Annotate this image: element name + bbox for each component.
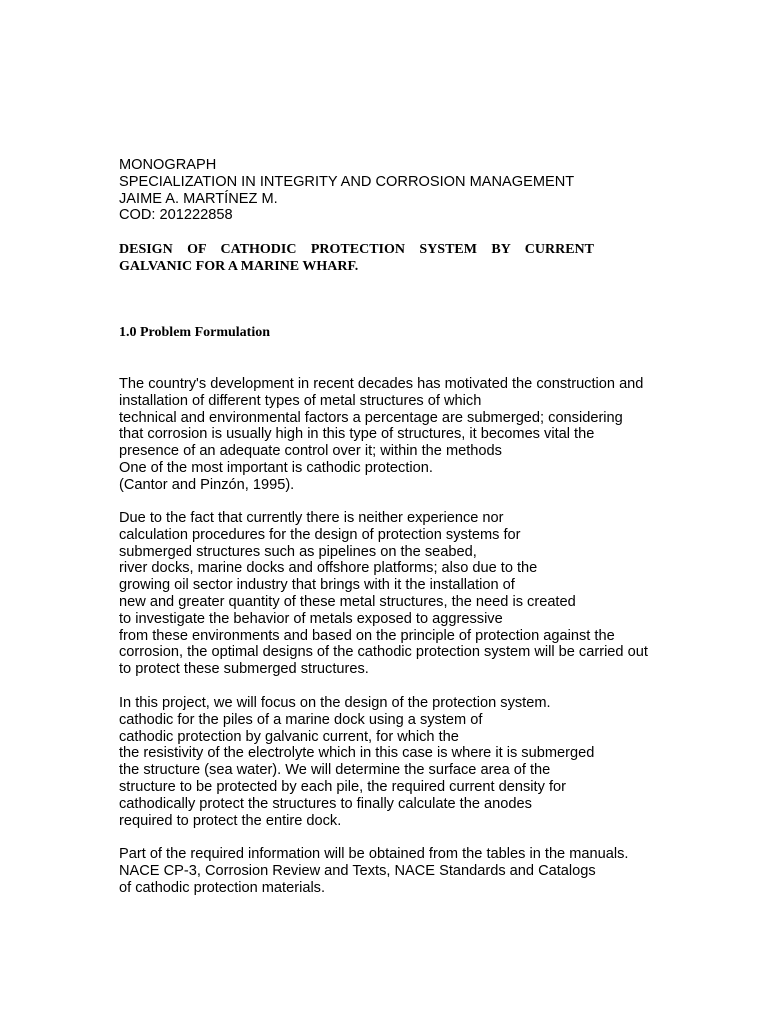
header-line: MONOGRAPH xyxy=(119,157,217,173)
header-line: JAIME A. MARTÍNEZ M. xyxy=(119,190,278,207)
author-header xyxy=(119,157,574,224)
paragraph-line: In this project, we will focus on the design of the protection system. xyxy=(119,695,551,711)
paragraph xyxy=(119,695,594,829)
paragraph-line: the structure (sea water). We will determine the surface area of the xyxy=(119,762,551,779)
paragraph-line: cathodic protection by galvanic current, for which the xyxy=(119,728,459,745)
section-heading: 1.0 Problem Formulation xyxy=(119,325,271,340)
paragraph xyxy=(119,510,648,678)
paragraph-line: growing oil sector industry that brings with it the installation of xyxy=(119,577,515,594)
paragraph-line: Due to the fact that currently there is neither experience nor xyxy=(119,510,504,526)
paragraph-line: cathodic for the piles of a marine dock using a system of xyxy=(119,711,483,728)
paragraph-line: of cathodic protection materials. xyxy=(119,879,326,896)
paragraph-line: presence of an adequate control over it; within the methods xyxy=(119,443,502,460)
paragraph-line: (Cantor and Pinzón, 1995). xyxy=(119,476,295,493)
paragraph-line: to protect these submerged structures. xyxy=(119,661,369,678)
header-line: COD: 201222858 xyxy=(119,207,233,224)
paragraph-line: submerged structures such as pipelines on the seabed, xyxy=(119,543,477,560)
paragraph-line: that corrosion is usually high in this type of structures, it becomes vital the xyxy=(119,426,595,443)
paragraph-line: the resistivity of the electrolyte which in this case is where it is submerged xyxy=(119,745,595,762)
paragraph xyxy=(119,846,628,896)
paragraph-line: cathodically protect the structures to finally calculate the anodes xyxy=(119,795,532,812)
paragraph-line: structure to be protected by each pile, the required current density for xyxy=(119,778,566,795)
paragraph-line: corrosion, the optimal designs of the cathodic protection system will be carried out xyxy=(119,644,648,661)
paragraph-line: new and greater quantity of these metal structures, the need is created xyxy=(119,593,576,610)
paragraph-line: NACE CP-3, Corrosion Review and Texts, NACE Standards and Catalogs xyxy=(119,862,596,879)
paragraph-line: The country's development in recent decades has motivated the construction and xyxy=(119,376,644,392)
title-line: GALVANIC FOR A MARINE WHARF. xyxy=(119,259,359,274)
paragraph-line: from these environments and based on the principle of protection against the xyxy=(119,627,615,644)
paragraph-line: One of the most important is cathodic protection. xyxy=(119,459,433,476)
paragraph-line: calculation procedures for the design of protection systems for xyxy=(119,526,521,543)
paragraph-line: river docks, marine docks and offshore platforms; also due to the xyxy=(119,560,538,577)
paragraph-line: Part of the required information will be obtained from the tables in the manuals. xyxy=(119,846,629,862)
paragraph-line: required to protect the entire dock. xyxy=(119,812,342,829)
header-line: SPECIALIZATION IN INTEGRITY AND CORROSION MANAGEMENT xyxy=(119,173,575,190)
document-title xyxy=(119,241,594,275)
paragraph-line: to investigate the behavior of metals exposed to aggressive xyxy=(119,610,503,627)
paragraph-line: installation of different types of metal structures of which xyxy=(119,392,482,409)
paragraph xyxy=(119,376,643,494)
title-line: DESIGN OF CATHODIC PROTECTION SYSTEM BY CURRENT xyxy=(119,242,594,257)
paragraph-line: technical and environmental factors a percentage are submerged; considering xyxy=(119,409,623,426)
